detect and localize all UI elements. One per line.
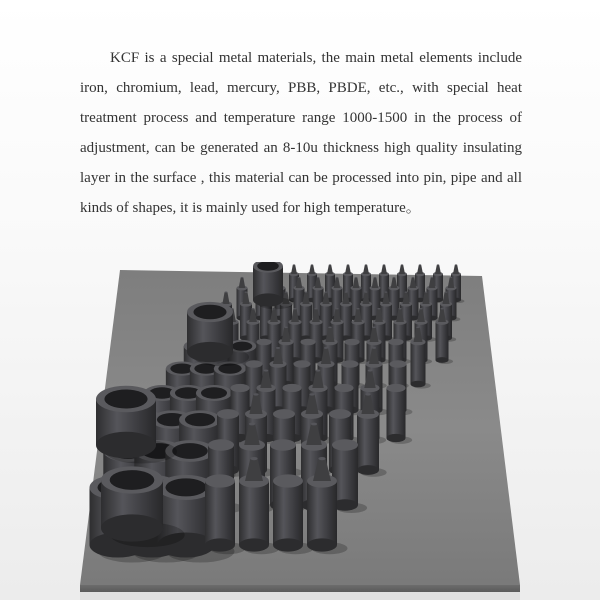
product-photo	[0, 262, 600, 600]
product-description: KCF is a special metal materials, the main metal elements include iron, chromium, lead, mercury, PBB, PBDE, etc., with special heat treatment process and temperature range 1000-1500 in the process of adjustment, can be generated an 8-10u thickness high quality insulating layer in the surface , this material can be processed into pin, pipe and all kinds of shapes, it is mainly used for high temperature。	[80, 50, 522, 216]
display-board-front-edge	[80, 585, 520, 592]
